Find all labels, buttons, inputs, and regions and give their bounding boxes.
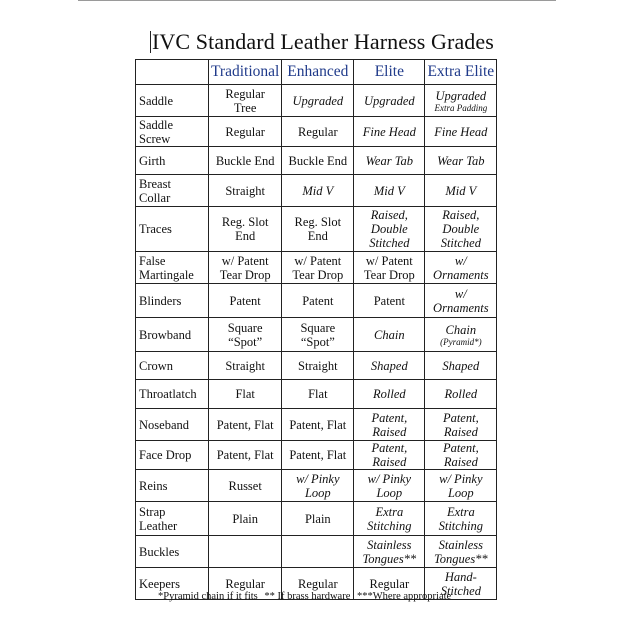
cell-line: Patent, bbox=[442, 441, 479, 455]
row-label-line: Screw bbox=[139, 131, 171, 146]
row-label-line: Collar bbox=[139, 190, 171, 205]
table-row bbox=[136, 536, 497, 568]
cell-line: w/ Patent bbox=[365, 253, 413, 268]
cell-line: Raised, bbox=[370, 208, 408, 222]
row-label bbox=[136, 284, 209, 318]
cell-line: Regular bbox=[369, 576, 410, 591]
cell-line: Wear Tab bbox=[365, 153, 413, 168]
row-label bbox=[136, 207, 209, 252]
cell-line: Tree bbox=[233, 100, 257, 115]
cell-note: Extra Padding bbox=[434, 102, 488, 113]
grade-cell bbox=[282, 380, 354, 409]
row-label-line: Girth bbox=[139, 153, 166, 168]
grade-cell bbox=[209, 352, 282, 380]
grade-cell bbox=[354, 117, 425, 147]
row-label bbox=[136, 536, 209, 568]
cell-line: w/ Pinky bbox=[296, 471, 340, 486]
row-label-line: False bbox=[139, 253, 166, 268]
cell-line: Chain bbox=[374, 327, 405, 342]
cell-line: Ornaments bbox=[433, 300, 489, 315]
grade-cell bbox=[354, 536, 425, 568]
grade-cell bbox=[425, 409, 497, 441]
cell-line: w/ bbox=[454, 253, 467, 268]
row-label bbox=[136, 470, 209, 502]
cell-line: Regular bbox=[225, 86, 265, 101]
grade-cell bbox=[425, 318, 497, 352]
table-row bbox=[136, 352, 497, 380]
grade-cell bbox=[209, 207, 282, 252]
table-row bbox=[136, 175, 497, 207]
grade-cell bbox=[425, 352, 497, 380]
cell-line: w/ bbox=[454, 286, 467, 301]
cell-line: Russet bbox=[228, 478, 262, 493]
table-row bbox=[136, 409, 497, 441]
table-row bbox=[136, 207, 497, 252]
cell-line: “Spot” bbox=[300, 334, 335, 349]
grade-cell bbox=[282, 502, 354, 536]
harness-grades-table bbox=[135, 59, 497, 600]
column-header: Extra Elite bbox=[425, 60, 497, 85]
cell-line: Square bbox=[300, 320, 336, 335]
row-label bbox=[136, 441, 209, 470]
table-body bbox=[136, 60, 497, 600]
cell-line: Patent, Flat bbox=[289, 448, 347, 462]
cell-line: Loop bbox=[447, 485, 474, 500]
table-row bbox=[136, 117, 497, 147]
column-header: Traditional bbox=[209, 60, 282, 85]
cell-line: Upgraded bbox=[363, 93, 415, 108]
row-label-line: Browband bbox=[139, 327, 192, 342]
cell-line: Regular bbox=[298, 124, 338, 139]
footnote-brass: ** If brass hardware bbox=[264, 591, 351, 602]
cell-line: Straight bbox=[225, 183, 265, 198]
cell-line: Rolled bbox=[373, 387, 406, 401]
row-label bbox=[136, 502, 209, 536]
grade-cell bbox=[282, 117, 354, 147]
grade-cell bbox=[425, 252, 497, 284]
cell-line: Raised bbox=[443, 455, 478, 469]
cell-line: Upgraded bbox=[435, 88, 487, 103]
grade-cell bbox=[209, 252, 282, 284]
cell-line: Upgraded bbox=[292, 93, 344, 108]
row-label-line: Saddle bbox=[139, 117, 174, 132]
table-row bbox=[136, 147, 497, 175]
cell-line: Patent, Flat bbox=[216, 417, 274, 432]
column-header: Elite bbox=[354, 60, 425, 85]
grade-cell bbox=[209, 441, 282, 470]
grade-cell bbox=[354, 441, 425, 470]
cell-line: Mid V bbox=[302, 183, 334, 198]
grade-cell bbox=[209, 117, 282, 147]
cell-line: Regular bbox=[225, 576, 265, 591]
cell-line: Shaped bbox=[370, 358, 408, 373]
cell-line: Patent, bbox=[371, 441, 408, 455]
table-row bbox=[136, 470, 497, 502]
grade-cell bbox=[282, 409, 354, 441]
cell-line: Fine Head bbox=[362, 124, 416, 139]
grade-cell bbox=[354, 409, 425, 441]
grade-cell bbox=[354, 380, 425, 409]
grade-cell bbox=[209, 175, 282, 207]
cell-line: Patent bbox=[302, 293, 334, 308]
table-row bbox=[136, 318, 497, 352]
row-label bbox=[136, 85, 209, 117]
table-row bbox=[136, 284, 497, 318]
grade-cell bbox=[282, 252, 354, 284]
grade-cell bbox=[282, 85, 354, 117]
cell-line: Raised bbox=[443, 424, 478, 439]
row-label-line: Crown bbox=[139, 358, 174, 373]
cell-line: Raised bbox=[372, 424, 407, 439]
text-cursor bbox=[150, 31, 151, 53]
grade-cell bbox=[425, 175, 497, 207]
cell-line: Plain bbox=[304, 511, 331, 526]
grade-cell bbox=[209, 470, 282, 502]
grade-cell bbox=[282, 207, 354, 252]
grade-cell bbox=[209, 380, 282, 409]
grade-cell bbox=[425, 117, 497, 147]
grade-cell bbox=[425, 284, 497, 318]
row-label-line: Martingale bbox=[139, 267, 194, 282]
grade-cell bbox=[354, 175, 425, 207]
cell-line: Raised bbox=[372, 455, 407, 469]
corner-cell bbox=[136, 60, 209, 85]
cell-line: Stitched bbox=[440, 236, 481, 250]
grade-cell bbox=[425, 207, 497, 252]
cell-line: Reg. Slot bbox=[294, 215, 342, 229]
cell-line: End bbox=[307, 229, 328, 243]
cell-line: Mid V bbox=[445, 183, 477, 198]
grade-cell bbox=[354, 147, 425, 175]
row-label-line: Throatlatch bbox=[139, 387, 197, 401]
grade-cell bbox=[354, 502, 425, 536]
cell-line: Extra bbox=[446, 504, 475, 519]
cell-line: Patent, bbox=[442, 410, 479, 425]
grade-cell bbox=[282, 147, 354, 175]
cell-line: Stitching bbox=[367, 518, 412, 533]
cell-line: Tear Drop bbox=[292, 267, 344, 282]
cell-line: Regular bbox=[225, 124, 265, 139]
grade-cell bbox=[282, 536, 354, 568]
cell-line: Regular bbox=[298, 576, 338, 591]
grade-cell bbox=[425, 85, 497, 117]
cell-line: Patent bbox=[373, 293, 405, 308]
cell-line: w/ Pinky bbox=[367, 471, 412, 486]
grade-cell bbox=[282, 318, 354, 352]
row-label bbox=[136, 380, 209, 409]
table-row bbox=[136, 441, 497, 470]
footnote-pyramid: *Pyramid chain if it fits bbox=[158, 591, 258, 602]
grade-cell bbox=[425, 502, 497, 536]
grade-cell bbox=[354, 318, 425, 352]
cell-line: Straight bbox=[298, 358, 338, 373]
grade-cell bbox=[282, 470, 354, 502]
grade-cell bbox=[209, 147, 282, 175]
cell-line: Hand- bbox=[444, 569, 477, 584]
footnotes bbox=[158, 591, 455, 602]
cell-line: Stainless bbox=[438, 537, 484, 552]
cell-line: Stainless bbox=[367, 537, 412, 552]
grade-cell bbox=[354, 207, 425, 252]
cell-line: Fine Head bbox=[434, 124, 488, 139]
cell-note: (Pyramid*) bbox=[440, 336, 482, 347]
cell-line: Patent, Flat bbox=[216, 448, 274, 462]
cell-line: Tongues** bbox=[433, 551, 488, 566]
cell-line: Loop bbox=[304, 485, 331, 500]
grade-cell bbox=[425, 147, 497, 175]
grade-cell bbox=[425, 380, 497, 409]
title-text: IVC Standard Leather Harness Grades bbox=[152, 29, 494, 54]
cell-line: Extra bbox=[375, 504, 404, 519]
row-label-line: Keepers bbox=[139, 576, 180, 591]
row-label bbox=[136, 117, 209, 147]
grade-cell bbox=[354, 284, 425, 318]
grade-cell bbox=[354, 85, 425, 117]
table-row bbox=[136, 380, 497, 409]
grade-cell bbox=[354, 252, 425, 284]
grade-cell bbox=[282, 352, 354, 380]
footnote-appropriate: ***Where appropriate bbox=[357, 591, 452, 602]
cell-line: Stitched bbox=[440, 583, 481, 598]
cell-line: Square bbox=[227, 320, 263, 335]
cell-line: Buckle End bbox=[288, 153, 348, 168]
grade-cell bbox=[209, 284, 282, 318]
grade-cell bbox=[425, 536, 497, 568]
cell-line: Shaped bbox=[442, 358, 480, 373]
cell-line: Patent bbox=[229, 293, 261, 308]
grade-cell bbox=[209, 85, 282, 117]
cell-line: “Spot” bbox=[228, 334, 263, 349]
row-label-line: Strap bbox=[139, 504, 166, 519]
cell-line: Tongues** bbox=[362, 551, 417, 566]
row-label bbox=[136, 147, 209, 175]
cell-line: Reg. Slot bbox=[221, 215, 269, 229]
row-label-line: Traces bbox=[139, 222, 172, 236]
cell-line: w/ Pinky bbox=[439, 471, 483, 486]
row-label-line: Blinders bbox=[139, 293, 182, 308]
cell-line: Flat bbox=[308, 387, 328, 401]
document-title bbox=[150, 29, 494, 55]
cell-line: Flat bbox=[235, 387, 255, 401]
grade-cell bbox=[354, 470, 425, 502]
cell-line: End bbox=[235, 229, 256, 243]
cell-line: Chain bbox=[445, 322, 477, 337]
table-row bbox=[136, 502, 497, 536]
cell-line: Loop bbox=[376, 485, 403, 500]
grade-cell bbox=[209, 409, 282, 441]
column-header: Enhanced bbox=[282, 60, 354, 85]
cell-line: Plain bbox=[232, 511, 259, 526]
cell-line: Stitched bbox=[369, 236, 410, 250]
cell-line: Double bbox=[442, 222, 480, 236]
cell-line: Ornaments bbox=[433, 267, 489, 282]
cell-line: Patent, Flat bbox=[289, 417, 347, 432]
cell-line: Tear Drop bbox=[219, 267, 271, 282]
row-label bbox=[136, 352, 209, 380]
cell-line: Rolled bbox=[444, 387, 478, 401]
row-label bbox=[136, 409, 209, 441]
cell-line: Straight bbox=[225, 358, 265, 373]
cell-line: Mid V bbox=[373, 183, 405, 198]
cell-line: Buckle End bbox=[215, 153, 275, 168]
grade-cell bbox=[425, 470, 497, 502]
cell-line: Wear Tab bbox=[437, 153, 485, 168]
grade-cell bbox=[282, 175, 354, 207]
cell-line: Double bbox=[370, 222, 408, 236]
grade-cell bbox=[282, 441, 354, 470]
header-row bbox=[136, 60, 497, 85]
grade-cell bbox=[209, 536, 282, 568]
grade-cell bbox=[425, 441, 497, 470]
row-label-line: Noseband bbox=[139, 417, 189, 432]
row-label-line: Leather bbox=[139, 518, 178, 533]
cell-line: Tear Drop bbox=[363, 267, 415, 282]
row-label bbox=[136, 318, 209, 352]
grade-cell bbox=[209, 318, 282, 352]
row-label-line: Saddle bbox=[139, 93, 174, 108]
cell-line: Raised, bbox=[442, 208, 480, 222]
page-top-rule bbox=[78, 0, 556, 1]
row-label bbox=[136, 175, 209, 207]
grade-cell bbox=[354, 352, 425, 380]
grade-cell bbox=[282, 284, 354, 318]
row-label-line: Reins bbox=[139, 478, 168, 493]
table-row bbox=[136, 252, 497, 284]
grade-cell bbox=[209, 502, 282, 536]
cell-line: w/ Patent bbox=[294, 253, 342, 268]
cell-line: Patent, bbox=[371, 410, 408, 425]
table-row bbox=[136, 85, 497, 117]
row-label bbox=[136, 252, 209, 284]
row-label-line: Face Drop bbox=[139, 448, 192, 462]
cell-line: Stitching bbox=[438, 518, 484, 533]
cell-line: w/ Patent bbox=[221, 253, 269, 268]
row-label-line: Buckles bbox=[139, 544, 180, 559]
row-label-line: Breast bbox=[139, 176, 171, 191]
